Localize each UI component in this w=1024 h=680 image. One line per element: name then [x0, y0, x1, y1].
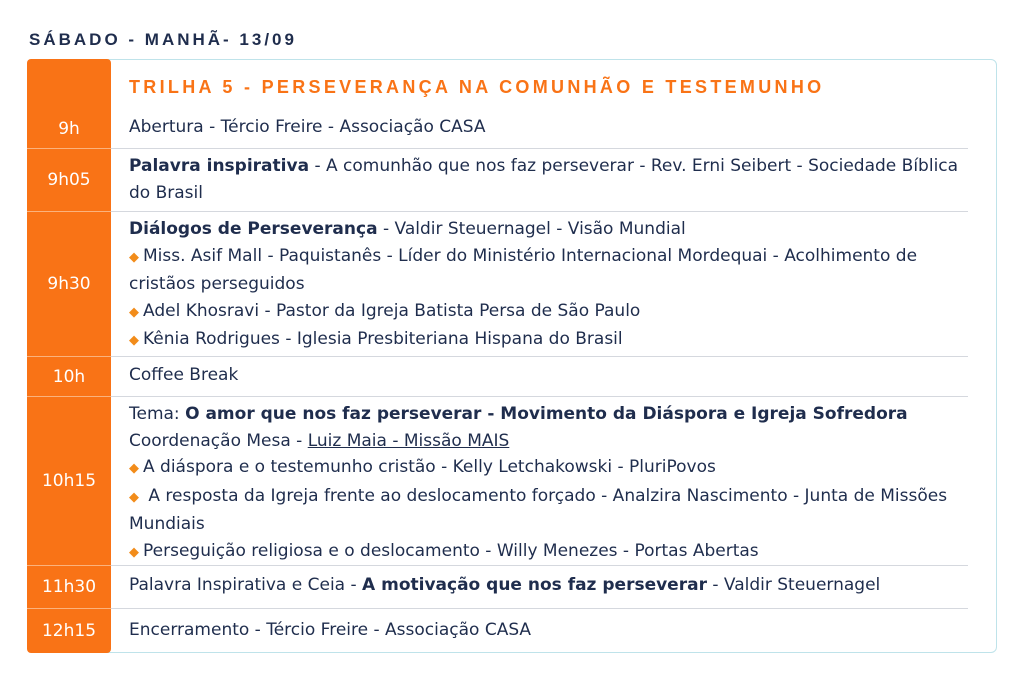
- row-content: [129, 114, 978, 141]
- row-content: [129, 572, 978, 599]
- time-label: 9h30: [47, 274, 91, 294]
- bullet-line: [129, 298, 978, 327]
- time-label: 11h30: [41, 577, 97, 597]
- line: [129, 428, 978, 455]
- line-text: Miss. Asif Mall - Paquistanês - Líder do Ministério Internacional Mordequai - Acolhimento de cristãos perseguidos: [129, 245, 918, 294]
- line-bold: A motivação que nos faz perseverar: [362, 575, 707, 595]
- line-prefix: Tema:: [129, 404, 186, 424]
- bullet-line: [129, 483, 978, 538]
- line-text: A diáspora e o testemunho cristão - Kelly Letchakowski - PluriPovos: [143, 457, 716, 477]
- line-text: A resposta da Igreja frente ao deslocamento forçado - Analzira Nascimento - Junta de Missões Mundiais: [129, 485, 948, 534]
- schedule-row: [27, 397, 968, 565]
- schedule-row: [27, 212, 968, 356]
- diamond-bullet-icon: ◆: [129, 489, 139, 505]
- time-label: 10h15: [41, 471, 97, 491]
- diamond-bullet-icon: ◆: [129, 461, 139, 476]
- schedule-row: [27, 357, 968, 396]
- line-text: Abertura - Tércio Freire - Associação CASA: [129, 117, 486, 137]
- row-content: [129, 216, 978, 355]
- track-title: TRILHA 5 - PERSEVERANÇA NA COMUNHÃO E TESTEMUNHO: [129, 77, 825, 97]
- diamond-bullet-icon: ◆: [129, 544, 139, 560]
- line-text: Coffee Break: [129, 365, 239, 385]
- line: [129, 216, 978, 243]
- line-text: - A comunhão que nos faz perseverar - Rev. Erni Seibert - Sociedade Bíblica do Brasil: [129, 156, 959, 203]
- row-content: [129, 362, 978, 389]
- bullet-line: [129, 454, 978, 483]
- line: [129, 617, 978, 644]
- line-bold: Palavra inspirativa: [129, 156, 310, 176]
- line: [129, 401, 978, 428]
- time-label: 9h05: [47, 170, 91, 190]
- row-content: [129, 617, 978, 644]
- line-bold: O amor que nos faz perseverar - Movimento da Diáspora e Igreja Sofredora: [185, 404, 908, 424]
- schedule-row: [27, 149, 968, 211]
- line: [129, 572, 978, 599]
- coordinator-link[interactable]: Luiz Maia - Missão MAIS: [307, 430, 510, 451]
- line-bold: Diálogos de Perseverança: [129, 219, 378, 239]
- line: [129, 362, 978, 389]
- line-text: Encerramento - Tércio Freire - Associação CASA: [129, 620, 532, 640]
- line-text: Kênia Rodrigues - Iglesia Presbiteriana Hispana do Brasil: [143, 329, 623, 349]
- line: [129, 153, 978, 206]
- line: [129, 114, 978, 141]
- bullet-line: [129, 326, 978, 355]
- schedule-row: [27, 609, 968, 653]
- line-prefix: Coordenação Mesa -: [129, 430, 308, 451]
- time-label: 12h15: [41, 621, 97, 641]
- line-prefix: Palavra Inspirativa e Ceia -: [129, 575, 363, 595]
- time-label: 9h: [58, 119, 80, 139]
- time-label: 10h: [52, 366, 86, 387]
- day-title: SÁBADO - MANHÃ- 13/09: [29, 30, 297, 49]
- line-text: Perseguição religiosa e o deslocamento - Willy Menezes - Portas Abertas: [143, 540, 759, 561]
- line-text: - Valdir Steuernagel - Visão Mundial: [377, 219, 686, 239]
- line-text: - Valdir Steuernagel: [706, 575, 881, 595]
- row-content: [129, 153, 978, 206]
- diamond-bullet-icon: ◆: [129, 304, 139, 320]
- row-content: [129, 401, 978, 566]
- diamond-bullet-icon: ◆: [129, 333, 139, 348]
- line-text: Adel Khosravi - Pastor da Igreja Batista Persa de São Paulo: [143, 300, 641, 321]
- schedule-row: [27, 110, 968, 148]
- bullet-line: [129, 243, 978, 298]
- bullet-line: [129, 538, 978, 567]
- schedule-row: [27, 566, 968, 608]
- diamond-bullet-icon: ◆: [129, 249, 139, 265]
